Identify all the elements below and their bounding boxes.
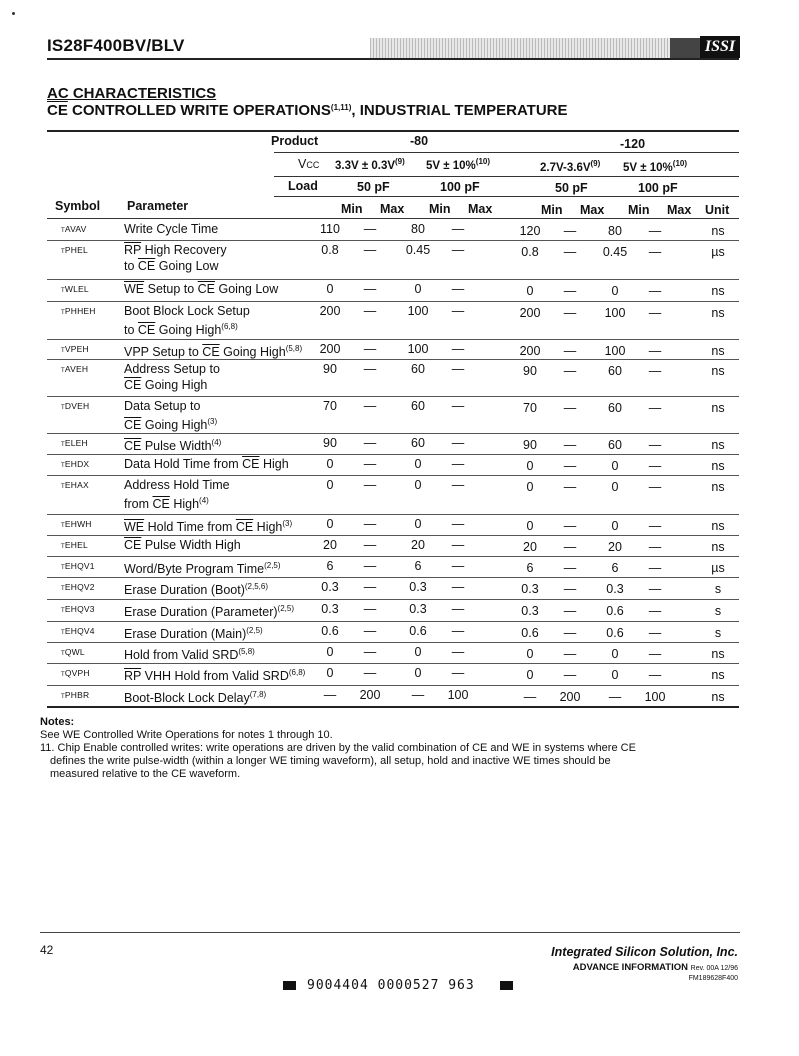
symbol-cell: tEHAX — [61, 480, 89, 490]
unit-cell: ns — [711, 480, 725, 494]
note-11-line2: defines the write pulse-width (within a longer WE timing waveform), all setup, hold and inactive WE times should be — [50, 755, 611, 767]
symbol-cell: tWLEL — [61, 284, 89, 294]
parameter-cell: VPP Setup to $\overline{CE}$ Going High$^{(5,8)}$ — [124, 344, 303, 359]
vcc-3v3: $3.3V \pm 0.3V^{(9)}$ — [335, 157, 405, 172]
value-cell: 0 — [414, 666, 422, 680]
value-cell: — — [451, 478, 465, 492]
symbol-cell: tAVAV — [61, 224, 87, 234]
vcc-2v7: $2.7V-3.6V^{(9)}$ — [540, 159, 601, 174]
value-cell: 0.3 — [606, 582, 624, 596]
value-cell: — — [363, 580, 377, 594]
value-cell: — — [451, 436, 465, 450]
value-cell: 0 — [526, 668, 534, 682]
table-top-rule — [47, 130, 739, 132]
value-cell: 0 — [414, 282, 422, 296]
min-header-1: Min — [341, 202, 363, 216]
value-cell: — — [648, 519, 662, 533]
value-cell: — — [323, 688, 337, 702]
note-general: See WE Controlled Write Operations for notes 1 through 10. — [40, 729, 333, 741]
parameter-cell: Data Setup to $\overline{CE}$ Going High$^{(3)}$ — [124, 399, 218, 432]
value-cell: — — [363, 399, 377, 413]
symbol-cell: tQVPH — [61, 668, 90, 678]
value-cell: — — [363, 645, 377, 659]
min-header-4: Min — [628, 203, 650, 217]
value-cell: 0.3 — [321, 602, 339, 616]
company-name: Integrated Silicon Solution, Inc. — [551, 945, 738, 959]
max-header-4: Max — [667, 203, 692, 217]
value-cell: 0.6 — [321, 624, 339, 638]
unit-cell: ns — [711, 690, 725, 704]
form-code: FM189628F400 — [688, 975, 738, 982]
value-cell: — — [648, 604, 662, 618]
value-cell: 0.3 — [409, 580, 427, 594]
symbol-cell: tPHHEH — [61, 306, 96, 316]
table-row — [47, 280, 739, 301]
value-cell: 0 — [326, 457, 334, 471]
grade-80: -80 — [410, 134, 429, 148]
table-row — [47, 397, 739, 433]
symbol-cell: tEHWH — [61, 519, 92, 529]
value-cell: 0.45 — [405, 243, 431, 257]
value-cell: 0 — [526, 647, 534, 661]
parameter-cell: Address Setup to $\overline{CE}$ Going High — [124, 362, 220, 392]
table-row — [47, 622, 739, 642]
header-rule-3 — [274, 196, 739, 197]
value-cell: — — [563, 284, 577, 298]
value-cell: 60 — [411, 362, 425, 376]
unit-cell: ns — [711, 668, 725, 682]
value-cell: — — [648, 459, 662, 473]
table-row — [47, 434, 739, 454]
value-cell: — — [451, 304, 465, 318]
table-row — [47, 302, 739, 339]
max-header-2: Max — [468, 202, 493, 216]
value-cell: — — [563, 344, 577, 358]
load-label: Load — [288, 179, 318, 193]
value-cell: — — [648, 401, 662, 415]
value-cell: 100 — [644, 690, 666, 704]
value-cell: 0 — [611, 459, 619, 473]
parameter-cell: $\overline{CE}$ Pulse Width High — [124, 538, 241, 552]
value-cell: — — [648, 306, 662, 320]
value-cell: — — [451, 645, 465, 659]
value-cell: 0 — [611, 668, 619, 682]
value-cell: — — [451, 243, 465, 257]
symbol-cell: tQWL — [61, 647, 85, 657]
parameter-cell: $\overline{RP}$ VHH Hold from Valid SRD$^{(6,8)}$ — [124, 668, 306, 683]
value-cell: — — [563, 626, 577, 640]
header-rule-1 — [274, 152, 739, 153]
value-cell: — — [563, 540, 577, 554]
header-bottom-rule — [47, 218, 739, 219]
value-cell: 90 — [523, 438, 537, 452]
value-cell: — — [451, 580, 465, 594]
unit-cell: ns — [711, 224, 725, 238]
value-cell: — — [451, 222, 465, 236]
value-cell: — — [451, 457, 465, 471]
value-cell: 110 — [320, 222, 340, 236]
value-cell: 0 — [526, 480, 534, 494]
notes-title: Notes: — [40, 716, 75, 728]
value-cell: — — [451, 517, 465, 531]
value-cell: 20 — [323, 538, 337, 552]
value-cell: 0 — [611, 284, 619, 298]
parameter-cell: Boot-Block Lock Delay$^{(7,8)}$ — [124, 690, 267, 705]
value-cell: — — [363, 478, 377, 492]
value-cell: 0 — [526, 284, 534, 298]
value-cell: 0 — [526, 519, 534, 533]
value-cell: — — [451, 559, 465, 573]
value-cell: — — [563, 224, 577, 238]
value-cell: 90 — [523, 364, 537, 378]
unit-cell: ns — [711, 401, 725, 415]
parameter-cell: Data Hold Time from $\overline{CE}$ High — [124, 457, 289, 471]
parameter-cell: Erase Duration (Boot)$^{(2,5,6)}$ — [124, 582, 269, 597]
value-cell: 0 — [326, 517, 334, 531]
value-cell: 20 — [608, 540, 622, 554]
value-cell: 0.45 — [602, 245, 628, 259]
value-cell: — — [563, 582, 577, 596]
value-cell: — — [363, 457, 377, 471]
value-cell: 100 — [407, 342, 429, 356]
value-cell: — — [563, 519, 577, 533]
value-cell: — — [363, 538, 377, 552]
value-cell: — — [363, 602, 377, 616]
value-cell: 100 — [447, 688, 469, 702]
value-cell: — — [648, 245, 662, 259]
unit-cell: ns — [711, 540, 725, 554]
value-cell: — — [563, 561, 577, 575]
symbol-cell: tPHEL — [61, 245, 88, 255]
value-cell: 6 — [526, 561, 534, 575]
value-cell: 200 — [319, 342, 341, 356]
value-cell: — — [363, 304, 377, 318]
max-header-3: Max — [580, 203, 605, 217]
symbol-cell: tEHDX — [61, 459, 90, 469]
value-cell: — — [363, 243, 377, 257]
header-rule-2 — [274, 176, 739, 177]
section-title: AC CHARACTERISTICS — [47, 85, 217, 102]
value-cell: 0.8 — [521, 245, 539, 259]
value-cell: — — [563, 401, 577, 415]
unit-cell: ns — [711, 344, 725, 358]
value-cell: 0 — [414, 517, 422, 531]
value-cell: — — [451, 538, 465, 552]
value-cell: — — [563, 438, 577, 452]
parameter-cell: $\overline{WE}$ Hold Time from $\overline{CE}$ High$^{(3)}$ — [124, 519, 293, 534]
value-cell: — — [563, 668, 577, 682]
value-cell: 0 — [611, 519, 619, 533]
parameter-cell: $\overline{RP}$ High Recovery to $\overline{CE}$ Going Low — [124, 243, 227, 273]
value-cell: 0.3 — [321, 580, 339, 594]
parameter-cell: Boot Block Lock Setup to $\overline{CE}$ Going High$^{(6,8)}$ — [124, 304, 250, 337]
load-100pf-b: 100 pF — [638, 181, 678, 195]
notes — [40, 716, 740, 781]
value-cell: 200 — [519, 306, 541, 320]
value-cell: — — [648, 480, 662, 494]
value-cell: 100 — [604, 344, 626, 358]
value-cell: 0 — [611, 647, 619, 661]
unit-cell: s — [714, 604, 722, 618]
load-50pf-b: 50 pF — [555, 181, 588, 195]
value-cell: 0 — [414, 478, 422, 492]
value-cell: 0.6 — [409, 624, 427, 638]
value-cell: 100 — [604, 306, 626, 320]
value-cell: 6 — [326, 559, 334, 573]
value-cell: — — [363, 559, 377, 573]
vcc-5v-a: 5V ± 10%$^{(10)}$ — [426, 157, 491, 172]
symbol-cell: tELEH — [61, 438, 88, 448]
table-row — [47, 686, 739, 706]
unit-cell: ns — [711, 647, 725, 661]
value-cell: 0 — [326, 282, 334, 296]
value-cell: 90 — [323, 436, 337, 450]
symbol-cell: tPHBR — [61, 690, 90, 700]
parameter-header: Parameter — [127, 199, 189, 213]
unit-cell: ns — [711, 306, 725, 320]
value-cell: 0 — [414, 645, 422, 659]
table-row — [47, 455, 739, 475]
value-cell: — — [363, 362, 377, 376]
value-cell: — — [451, 282, 465, 296]
note-11-line1: 11. Chip Enable controlled writes: write operations are driven by the valid combination of CE and WE in systems where CE — [40, 742, 636, 754]
section-subtitle: $\overline{CE}$ CONTROLLED WRITE OPERATIONS$^{(1,11)}$, INDUSTRIAL TEMPERATURE — [47, 102, 568, 119]
value-cell: 0 — [414, 457, 422, 471]
value-cell: 200 — [559, 690, 581, 704]
value-cell: — — [563, 459, 577, 473]
table-row — [47, 515, 739, 535]
value-cell: — — [451, 602, 465, 616]
symbol-cell: tAVEH — [61, 364, 89, 374]
symbol-cell: tEHQV4 — [61, 626, 95, 636]
symbol-header: Symbol — [55, 199, 101, 213]
value-cell: 0 — [326, 645, 334, 659]
table-row — [47, 476, 739, 514]
value-cell: — — [363, 282, 377, 296]
page-number: 42 — [40, 943, 54, 957]
symbol-cell: tEHQV2 — [61, 582, 95, 592]
parameter-cell: Address Hold Time from $\overline{CE}$ High$^{(4)}$ — [124, 478, 230, 511]
vcc-5v-b: 5V ± 10%$^{(10)}$ — [623, 159, 688, 174]
value-cell: — — [563, 245, 577, 259]
value-cell: 60 — [608, 401, 622, 415]
unit-cell: ns — [711, 364, 725, 378]
note-11-line3: measured relative to the CE waveform. — [50, 768, 241, 780]
value-cell: — — [523, 690, 537, 704]
value-cell: 0 — [526, 459, 534, 473]
table-row — [47, 578, 739, 599]
value-cell: — — [648, 647, 662, 661]
value-cell: 0.6 — [606, 626, 624, 640]
barcode-text: 9004404 0000527 963 — [307, 978, 475, 993]
vcc-label: VCC — [298, 157, 320, 171]
parameter-cell: $\overline{WE}$ Setup to $\overline{CE}$ Going Low — [124, 282, 279, 296]
value-cell: 60 — [411, 399, 425, 413]
value-cell: 0.6 — [521, 626, 539, 640]
value-cell: — — [451, 362, 465, 376]
load-50pf-a: 50 pF — [357, 180, 390, 194]
value-cell: 20 — [523, 540, 537, 554]
value-cell: 0 — [326, 478, 334, 492]
unit-cell: s — [714, 582, 722, 596]
grade-120: -120 — [620, 137, 646, 151]
value-cell: — — [648, 561, 662, 575]
unit-cell: ns — [711, 438, 725, 452]
value-cell: 0.6 — [606, 604, 624, 618]
parameter-cell: Erase Duration (Main)$^{(2,5)}$ — [124, 626, 263, 641]
value-cell: — — [411, 688, 425, 702]
barcode-block-left — [283, 981, 296, 990]
value-cell: 200 — [359, 688, 381, 702]
value-cell: 70 — [323, 399, 337, 413]
table-row — [47, 360, 739, 396]
value-cell: — — [563, 604, 577, 618]
value-cell: 80 — [411, 222, 425, 236]
value-cell: 0 — [611, 480, 619, 494]
value-cell: — — [648, 540, 662, 554]
value-cell: — — [563, 364, 577, 378]
value-cell: — — [363, 666, 377, 680]
table-row — [47, 241, 739, 279]
row-rule — [47, 706, 739, 708]
value-cell: — — [648, 668, 662, 682]
barcode-block-right — [500, 981, 513, 990]
symbol-cell: tEHEL — [61, 540, 88, 550]
product-label: Product — [271, 134, 319, 148]
max-header-1: Max — [380, 202, 405, 216]
value-cell: 0.8 — [321, 243, 339, 257]
value-cell: — — [648, 582, 662, 596]
unit-header: Unit — [705, 203, 730, 217]
min-header-2: Min — [429, 202, 451, 216]
value-cell: — — [563, 480, 577, 494]
footer-rule — [40, 932, 740, 933]
value-cell: 200 — [319, 304, 341, 318]
symbol-cell: tEHQV1 — [61, 561, 95, 571]
parameter-cell: Erase Duration (Parameter)$^{(2,5)}$ — [124, 604, 294, 619]
parameter-cell: Hold from Valid SRD$^{(5,8)}$ — [124, 647, 255, 662]
value-cell: 80 — [608, 224, 622, 238]
value-cell: — — [648, 438, 662, 452]
value-cell: 200 — [519, 344, 541, 358]
unit-cell: ns — [711, 284, 725, 298]
value-cell: — — [363, 517, 377, 531]
value-cell: — — [363, 342, 377, 356]
table-row — [47, 340, 739, 359]
value-cell: 60 — [411, 436, 425, 450]
issi-logo: ISSI — [700, 36, 740, 58]
value-cell: 0.3 — [521, 582, 539, 596]
parameter-cell: Word/Byte Program Time$^{(2,5)}$ — [124, 561, 281, 576]
value-cell: 70 — [523, 401, 537, 415]
symbol-cell: tVPEH — [61, 344, 89, 354]
table-row — [47, 220, 739, 240]
advance-info: ADVANCE INFORMATION Rev. 00A 12/96 — [572, 962, 738, 973]
value-cell: — — [451, 342, 465, 356]
value-cell: — — [563, 647, 577, 661]
value-cell: 0.3 — [409, 602, 427, 616]
value-cell: 0.3 — [521, 604, 539, 618]
value-cell: — — [363, 222, 377, 236]
value-cell: 60 — [608, 364, 622, 378]
table-row — [47, 664, 739, 685]
value-cell: 6 — [611, 561, 619, 575]
value-cell: — — [648, 344, 662, 358]
value-cell: — — [648, 364, 662, 378]
table-row — [47, 643, 739, 663]
value-cell: — — [563, 306, 577, 320]
part-number: IS28F400BV/BLV — [47, 36, 185, 55]
value-cell: — — [451, 399, 465, 413]
value-cell: — — [648, 284, 662, 298]
parameter-cell: $\overline{CE}$ Pulse Width$^{(4)}$ — [124, 438, 222, 453]
value-cell: 60 — [608, 438, 622, 452]
table-row — [47, 536, 739, 556]
unit-cell: s — [714, 626, 722, 640]
table-row — [47, 600, 739, 621]
parameter-cell: Write Cycle Time — [124, 222, 219, 236]
value-cell: — — [363, 624, 377, 638]
min-header-3: Min — [541, 203, 563, 217]
unit-cell: ns — [711, 459, 725, 473]
unit-cell: µs — [711, 561, 725, 575]
value-cell: — — [648, 224, 662, 238]
value-cell: — — [451, 666, 465, 680]
value-cell: — — [451, 624, 465, 638]
unit-cell: ns — [711, 519, 725, 533]
value-cell: — — [648, 626, 662, 640]
symbol-cell: tDVEH — [61, 401, 90, 411]
value-cell: 6 — [414, 559, 422, 573]
symbol-cell: tEHQV3 — [61, 604, 95, 614]
value-cell: 20 — [411, 538, 425, 552]
unit-cell: µs — [711, 245, 725, 259]
value-cell: 90 — [323, 362, 337, 376]
load-100pf-a: 100 pF — [440, 180, 480, 194]
value-cell: 100 — [407, 304, 429, 318]
value-cell: 120 — [519, 224, 541, 238]
value-cell: — — [608, 690, 622, 704]
value-cell: — — [363, 436, 377, 450]
table-row — [47, 557, 739, 577]
value-cell: 0 — [326, 666, 334, 680]
